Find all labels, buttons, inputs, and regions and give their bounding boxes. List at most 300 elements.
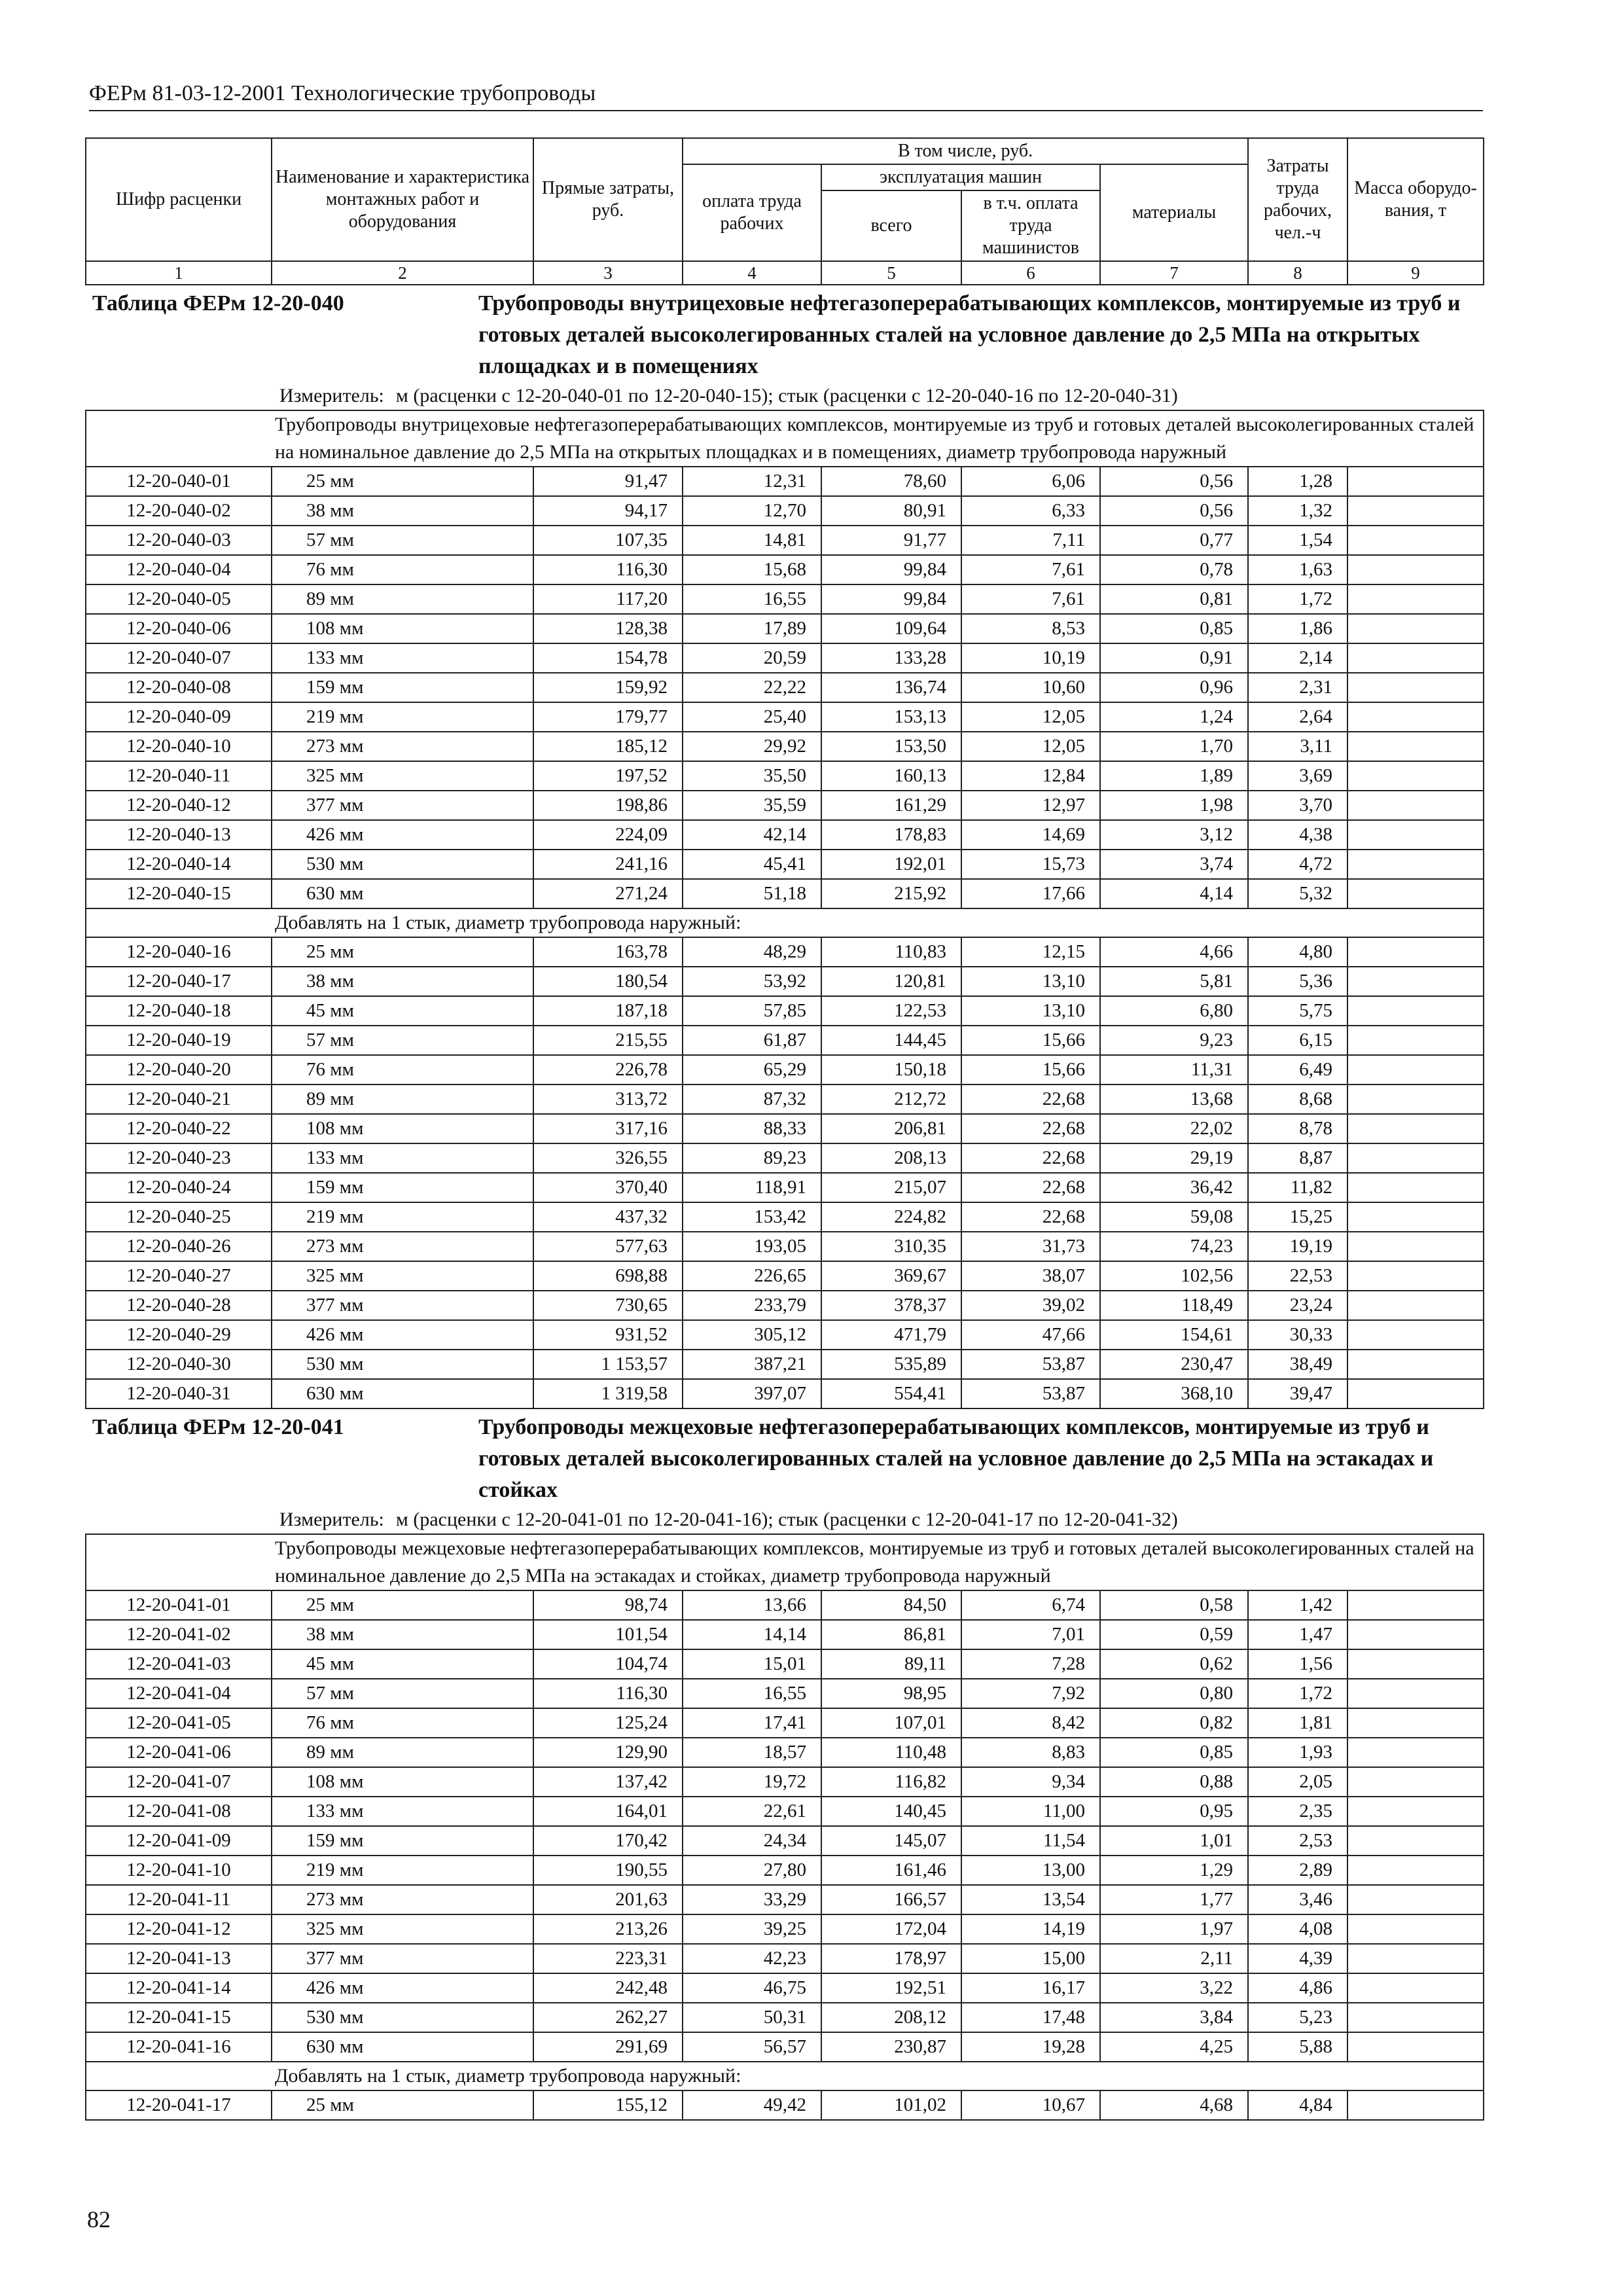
table-cell: 17,41 xyxy=(683,1708,821,1738)
table-cell: 310,35 xyxy=(821,1232,961,1261)
table-cell: 178,83 xyxy=(821,820,961,850)
table-cell: 5,32 xyxy=(1248,879,1347,908)
table-cell: 11,54 xyxy=(961,1826,1100,1856)
table-cell: 212,72 xyxy=(821,1085,961,1114)
measure-text: м (расценки с 12-20-041-01 по 12-20-041-16); стык (расценки с 12-20-041-17 по 12-20-041-32) xyxy=(395,1509,1178,1530)
table-cell: 56,57 xyxy=(683,2032,821,2062)
table-cell: 48,29 xyxy=(683,937,821,967)
table-cell: 136,74 xyxy=(821,673,961,702)
table-cell: 76 мм xyxy=(272,1708,533,1738)
table-cell: 12,97 xyxy=(961,791,1100,820)
table-row xyxy=(86,467,1484,496)
table-cell: 0,95 xyxy=(1100,1797,1248,1826)
table-cell: 12-20-040-14 xyxy=(86,850,272,879)
table-cell: 35,59 xyxy=(683,791,821,820)
table-cell: 1,81 xyxy=(1248,1708,1347,1738)
table-cell: 57 мм xyxy=(272,1026,533,1055)
table-cell: 140,45 xyxy=(821,1797,961,1826)
table-row xyxy=(86,967,1484,996)
table-cell: 89 мм xyxy=(272,1085,533,1114)
table-cell: 22,68 xyxy=(961,1202,1100,1232)
table-cell: 8,78 xyxy=(1248,1114,1347,1143)
measure-label: Измеритель: xyxy=(279,385,384,406)
table-cell xyxy=(1347,1708,1484,1738)
table-cell: 8,53 xyxy=(961,614,1100,643)
table-row xyxy=(86,673,1484,702)
table-cell: 118,91 xyxy=(683,1173,821,1202)
table-cell: 3,74 xyxy=(1100,850,1248,879)
table-cell: 22,68 xyxy=(961,1143,1100,1173)
table-cell: 10,67 xyxy=(961,2090,1100,2120)
table-cell: 0,91 xyxy=(1100,643,1248,673)
table-cell: 180,54 xyxy=(533,967,683,996)
table-cell xyxy=(1347,2032,1484,2062)
table-cell: 242,48 xyxy=(533,1973,683,2003)
table-cell xyxy=(1347,643,1484,673)
table-cell: 104,74 xyxy=(533,1649,683,1679)
table-cell: 19,72 xyxy=(683,1767,821,1797)
table-cell: 39,02 xyxy=(961,1291,1100,1320)
table-cell: 116,82 xyxy=(821,1767,961,1797)
table-cell: 12-20-040-19 xyxy=(86,1026,272,1055)
table-cell: 215,92 xyxy=(821,879,961,908)
table-cell: 108 мм xyxy=(272,614,533,643)
table-cell: 57 мм xyxy=(272,1679,533,1708)
table-cell: 98,95 xyxy=(821,1679,961,1708)
table-cell: 166,57 xyxy=(821,1885,961,1914)
table-cell: 530 мм xyxy=(272,1350,533,1379)
table-cell: 12-20-041-15 xyxy=(86,2003,272,2032)
subheading-row xyxy=(86,908,1484,937)
table-cell: 5,88 xyxy=(1248,2032,1347,2062)
table-cell: 0,62 xyxy=(1100,1649,1248,1679)
table-cell: 3,12 xyxy=(1100,820,1248,850)
table-cell: 12-20-040-08 xyxy=(86,673,272,702)
table-cell: 10,19 xyxy=(961,643,1100,673)
table-row xyxy=(86,2090,1484,2120)
col-number: 4 xyxy=(683,261,821,285)
table-row xyxy=(86,1856,1484,1885)
table-cell: 24,34 xyxy=(683,1826,821,1856)
table-cell: 1,70 xyxy=(1100,732,1248,761)
column-numbers-row xyxy=(86,261,1484,285)
table-cell xyxy=(1347,850,1484,879)
table-cell: 378,37 xyxy=(821,1291,961,1320)
table-cell: 2,11 xyxy=(1100,1944,1248,1973)
table-cell: 38 мм xyxy=(272,967,533,996)
table-cell: 224,82 xyxy=(821,1202,961,1232)
col-number: 1 xyxy=(86,261,272,285)
table-cell: 53,92 xyxy=(683,967,821,996)
table-cell: 160,13 xyxy=(821,761,961,791)
table-cell: 3,11 xyxy=(1248,732,1347,761)
table-cell: 16,55 xyxy=(683,1679,821,1708)
table-cell: 154,78 xyxy=(533,643,683,673)
table-cell: 6,15 xyxy=(1248,1026,1347,1055)
table-cell: 12,70 xyxy=(683,496,821,526)
table-cell: 12-20-041-04 xyxy=(86,1679,272,1708)
table-cell: 206,81 xyxy=(821,1114,961,1143)
table-cell: 163,78 xyxy=(533,937,683,967)
table-cell: 116,30 xyxy=(533,555,683,584)
table-cell: 179,77 xyxy=(533,702,683,732)
table-cell: 325 мм xyxy=(272,1914,533,1944)
table-cell xyxy=(1347,526,1484,555)
table-cell: 109,64 xyxy=(821,614,961,643)
table-cell xyxy=(1347,1797,1484,1826)
table-description-row xyxy=(86,410,1484,467)
table-row xyxy=(86,1708,1484,1738)
table-cell: 153,13 xyxy=(821,702,961,732)
table-cell xyxy=(1347,1202,1484,1232)
table-cell: 15,01 xyxy=(683,1649,821,1679)
col-number: 9 xyxy=(1347,261,1484,285)
table-cell: 145,07 xyxy=(821,1826,961,1856)
table-cell xyxy=(1347,761,1484,791)
col-number: 7 xyxy=(1100,261,1248,285)
table-cell xyxy=(1347,496,1484,526)
table-cell: 47,66 xyxy=(961,1320,1100,1350)
table-cell: 107,01 xyxy=(821,1708,961,1738)
table-cell: 154,61 xyxy=(1100,1320,1248,1350)
table-cell: 0,59 xyxy=(1100,1620,1248,1649)
table-cell: 12-20-040-26 xyxy=(86,1232,272,1261)
table-cell: 7,92 xyxy=(961,1679,1100,1708)
table-cell: 153,42 xyxy=(683,1202,821,1232)
table-cell: 12-20-041-06 xyxy=(86,1738,272,1767)
table-cell: 76 мм xyxy=(272,1055,533,1085)
table-cell: 190,55 xyxy=(533,1856,683,1885)
table-cell: 1 319,58 xyxy=(533,1379,683,1408)
measure-text: м (расценки с 12-20-040-01 по 12-20-040-15); стык (расценки с 12-20-040-16 по 12-20-040-31) xyxy=(395,385,1178,406)
table-cell: 159 мм xyxy=(272,673,533,702)
table-cell xyxy=(1347,1856,1484,1885)
col-mass-header: Масса оборудо-вания, т xyxy=(1347,138,1484,261)
table-cell: 630 мм xyxy=(272,879,533,908)
table-cell: 12,31 xyxy=(683,467,821,496)
table-row xyxy=(86,1973,1484,2003)
table-cell: 4,38 xyxy=(1248,820,1347,850)
table-cell: 13,54 xyxy=(961,1885,1100,1914)
table-row xyxy=(86,1679,1484,1708)
table-cell: 12-20-041-01 xyxy=(86,1590,272,1620)
table-cell: 226,65 xyxy=(683,1261,821,1291)
table-cell: 11,82 xyxy=(1248,1173,1347,1202)
table-cell: 215,07 xyxy=(821,1173,961,1202)
table-cell: 15,25 xyxy=(1248,1202,1347,1232)
table-cell: 15,68 xyxy=(683,555,821,584)
table-cell: 198,86 xyxy=(533,791,683,820)
table-cell: 201,63 xyxy=(533,1885,683,1914)
subheading: Добавлять на 1 стык, диаметр трубопровода наружный: xyxy=(86,908,1484,937)
table-cell: 7,61 xyxy=(961,584,1100,614)
table-cell: 0,82 xyxy=(1100,1708,1248,1738)
table-cell: 42,23 xyxy=(683,1944,821,1973)
table-cell xyxy=(1347,614,1484,643)
table-cell: 45,41 xyxy=(683,850,821,879)
table-cell: 931,52 xyxy=(533,1320,683,1350)
table-cell: 12-20-040-03 xyxy=(86,526,272,555)
table-cell: 12-20-040-05 xyxy=(86,584,272,614)
table-cell: 170,42 xyxy=(533,1826,683,1856)
table-cell xyxy=(1347,879,1484,908)
table-cell: 61,87 xyxy=(683,1026,821,1055)
table-cell: 219 мм xyxy=(272,1856,533,1885)
table-cell: 215,55 xyxy=(533,1026,683,1055)
table-cell: 8,83 xyxy=(961,1738,1100,1767)
table-cell: 12-20-041-12 xyxy=(86,1914,272,1944)
table-row xyxy=(86,761,1484,791)
table-cell: 273 мм xyxy=(272,1232,533,1261)
table-cell xyxy=(1347,1232,1484,1261)
table-cell: 11,31 xyxy=(1100,1055,1248,1085)
table-cell: 0,77 xyxy=(1100,526,1248,555)
table-cell: 271,24 xyxy=(533,879,683,908)
table-row xyxy=(86,1944,1484,1973)
table-cell: 137,42 xyxy=(533,1767,683,1797)
table-description: Трубопроводы межцеховые нефтегазоперерабатывающих комплексов, монтируемые из труб и готовых деталей высоколегированных сталей на номинальное давление до 2,5 МПа на эстакадах и стойках, диаметр трубопровода наружный xyxy=(86,1534,1484,1590)
table-cell: 437,32 xyxy=(533,1202,683,1232)
table-row xyxy=(86,1885,1484,1914)
table-cell: 698,88 xyxy=(533,1261,683,1291)
table-cell: 187,18 xyxy=(533,996,683,1026)
table-cell: 230,47 xyxy=(1100,1350,1248,1379)
table-cell xyxy=(1347,555,1484,584)
table-cell: 12-20-040-25 xyxy=(86,1202,272,1232)
table-cell: 39,25 xyxy=(683,1914,821,1944)
table-description-row xyxy=(86,1534,1484,1590)
table-cell: 38,49 xyxy=(1248,1350,1347,1379)
table-cell: 49,42 xyxy=(683,2090,821,2120)
table-cell: 262,27 xyxy=(533,2003,683,2032)
table-cell: 35,50 xyxy=(683,761,821,791)
table-row xyxy=(86,496,1484,526)
table-cell: 1,98 xyxy=(1100,791,1248,820)
table-cell: 1,54 xyxy=(1248,526,1347,555)
col-number: 5 xyxy=(821,261,961,285)
table-cell: 12-20-040-06 xyxy=(86,614,272,643)
table-cell: 12-20-040-10 xyxy=(86,732,272,761)
table-cell: 0,80 xyxy=(1100,1679,1248,1708)
table-row xyxy=(86,1085,1484,1114)
table-cell: 38 мм xyxy=(272,496,533,526)
table-cell: 20,59 xyxy=(683,643,821,673)
table-cell: 0,88 xyxy=(1100,1767,1248,1797)
table-cell: 99,84 xyxy=(821,584,961,614)
table-row xyxy=(86,1620,1484,1649)
col-number: 3 xyxy=(533,261,683,285)
table-cell: 1,63 xyxy=(1248,555,1347,584)
table-cell: 1,86 xyxy=(1248,614,1347,643)
table-cell: 0,85 xyxy=(1100,1738,1248,1767)
table-cell: 89 мм xyxy=(272,1738,533,1767)
table-cell: 17,48 xyxy=(961,2003,1100,2032)
table-cell: 10,60 xyxy=(961,673,1100,702)
table-cell: 213,26 xyxy=(533,1914,683,1944)
table-cell xyxy=(1347,1620,1484,1649)
table-description: Трубопроводы внутрицеховые нефтегазоперерабатывающих комплексов, монтируемые из труб и готовых деталей высоколегированных сталей на номинальное давление до 2,5 МПа на открытых площадках и в помещениях, диаметр трубопровода наружный xyxy=(86,410,1484,467)
table-cell: 14,81 xyxy=(683,526,821,555)
table-cell: 0,96 xyxy=(1100,673,1248,702)
table-cell: 426 мм xyxy=(272,1973,533,2003)
table-cell: 12-20-040-15 xyxy=(86,879,272,908)
table-cell: 3,46 xyxy=(1248,1885,1347,1914)
table-cell: 57,85 xyxy=(683,996,821,1026)
table-cell: 15,00 xyxy=(961,1944,1100,1973)
table-cell: 208,13 xyxy=(821,1143,961,1173)
table-cell: 108 мм xyxy=(272,1767,533,1797)
table-cell: 42,14 xyxy=(683,820,821,850)
table-cell: 273 мм xyxy=(272,732,533,761)
table-cell: 1,01 xyxy=(1100,1826,1248,1856)
table-cell: 12-20-040-28 xyxy=(86,1291,272,1320)
table-row xyxy=(86,1173,1484,1202)
table-cell: 1,93 xyxy=(1248,1738,1347,1767)
table-row xyxy=(86,1055,1484,1085)
table-cell: 16,55 xyxy=(683,584,821,614)
table-cell xyxy=(1347,1055,1484,1085)
table-cell: 577,63 xyxy=(533,1232,683,1261)
table-cell: 6,49 xyxy=(1248,1055,1347,1085)
table-row xyxy=(86,732,1484,761)
table-cell: 98,74 xyxy=(533,1590,683,1620)
table-cell: 377 мм xyxy=(272,1291,533,1320)
table-measure xyxy=(90,382,1480,410)
table-cell: 12-20-040-31 xyxy=(86,1379,272,1408)
table-cell: 110,48 xyxy=(821,1738,961,1767)
table-cell xyxy=(1347,1085,1484,1114)
table-cell: 4,14 xyxy=(1100,879,1248,908)
table-cell: 117,20 xyxy=(533,584,683,614)
col-machines-header: эксплуатация машин xyxy=(821,164,1100,190)
table-cell: 219 мм xyxy=(272,1202,533,1232)
table-cell: 94,17 xyxy=(533,496,683,526)
table-cell: 4,80 xyxy=(1248,937,1347,967)
table-cell: 80,91 xyxy=(821,496,961,526)
table-cell: 13,66 xyxy=(683,1590,821,1620)
table-cell: 313,72 xyxy=(533,1085,683,1114)
table-row xyxy=(86,1767,1484,1797)
table-cell: 223,31 xyxy=(533,1944,683,1973)
table-cell xyxy=(1347,1173,1484,1202)
table-row xyxy=(86,1590,1484,1620)
table-cell: 33,29 xyxy=(683,1885,821,1914)
table-row xyxy=(86,879,1484,908)
table-cell: 13,10 xyxy=(961,996,1100,1026)
table-cell: 110,83 xyxy=(821,937,961,967)
table-cell: 2,53 xyxy=(1248,1826,1347,1856)
table-cell: 8,87 xyxy=(1248,1143,1347,1173)
table-cell: 377 мм xyxy=(272,791,533,820)
table-cell: 12-20-040-29 xyxy=(86,1320,272,1350)
table-row xyxy=(86,1026,1484,1055)
table-cell: 5,75 xyxy=(1248,996,1347,1026)
table-cell: 46,75 xyxy=(683,1973,821,2003)
table-row xyxy=(86,1826,1484,1856)
table-row xyxy=(86,1350,1484,1379)
table-cell xyxy=(1347,1973,1484,2003)
col-materials-header: материалы xyxy=(1100,164,1248,261)
table-cell: 178,97 xyxy=(821,1944,961,1973)
table-row xyxy=(86,702,1484,732)
table-cell: 192,01 xyxy=(821,850,961,879)
table-cell: 12-20-041-03 xyxy=(86,1649,272,1679)
table-cell xyxy=(1347,1379,1484,1408)
table-cell: 65,29 xyxy=(683,1055,821,1085)
table-cell: 226,78 xyxy=(533,1055,683,1085)
table-cell: 4,84 xyxy=(1248,2090,1347,2120)
table-cell: 2,31 xyxy=(1248,673,1347,702)
table-row xyxy=(86,2003,1484,2032)
table-cell: 369,67 xyxy=(821,1261,961,1291)
table-cell: 89 мм xyxy=(272,584,533,614)
table-cell: 426 мм xyxy=(272,820,533,850)
table-cell: 1,47 xyxy=(1248,1620,1347,1649)
table-cell: 87,32 xyxy=(683,1085,821,1114)
table-cell: 125,24 xyxy=(533,1708,683,1738)
table-cell: 89,23 xyxy=(683,1143,821,1173)
table-label: Таблица ФЕРм 12-20-041 xyxy=(92,1415,344,1439)
price-table xyxy=(85,137,1484,2121)
table-cell: 12-20-040-23 xyxy=(86,1143,272,1173)
running-header: ФЕРм 81-03-12-2001 Технологические трубопроводы xyxy=(89,77,1483,111)
table-cell: 12-20-040-22 xyxy=(86,1114,272,1143)
table-cell: 12-20-040-07 xyxy=(86,643,272,673)
table-cell: 554,41 xyxy=(821,1379,961,1408)
col-total-header: всего xyxy=(821,190,961,261)
table-cell: 14,14 xyxy=(683,1620,821,1649)
table-cell: 13,68 xyxy=(1100,1085,1248,1114)
table-cell: 1,89 xyxy=(1100,761,1248,791)
table-cell: 1,77 xyxy=(1100,1885,1248,1914)
table-cell: 4,66 xyxy=(1100,937,1248,967)
table-row xyxy=(86,584,1484,614)
table-row xyxy=(86,791,1484,820)
table-row xyxy=(86,526,1484,555)
table-cell xyxy=(1347,1885,1484,1914)
table-cell: 118,49 xyxy=(1100,1291,1248,1320)
table-cell: 159 мм xyxy=(272,1826,533,1856)
table-cell: 0,85 xyxy=(1100,614,1248,643)
table-cell: 0,58 xyxy=(1100,1590,1248,1620)
table-cell xyxy=(1347,467,1484,496)
table-cell: 12-20-041-14 xyxy=(86,1973,272,2003)
table-cell: 91,77 xyxy=(821,526,961,555)
table-cell: 4,39 xyxy=(1248,1944,1347,1973)
table-cell: 22,61 xyxy=(683,1797,821,1826)
table-cell: 29,19 xyxy=(1100,1143,1248,1173)
table-cell: 14,19 xyxy=(961,1914,1100,1944)
table-row xyxy=(86,937,1484,967)
table-cell: 192,51 xyxy=(821,1973,961,2003)
table-cell xyxy=(1347,1026,1484,1055)
table-cell: 12-20-040-27 xyxy=(86,1261,272,1291)
table-cell: 219 мм xyxy=(272,702,533,732)
table-cell: 3,69 xyxy=(1248,761,1347,791)
table-cell: 305,12 xyxy=(683,1320,821,1350)
table-cell: 9,23 xyxy=(1100,1026,1248,1055)
table-cell xyxy=(1347,1350,1484,1379)
subheading: Добавлять на 1 стык, диаметр трубопровода наружный: xyxy=(86,2062,1484,2090)
table-cell: 1,56 xyxy=(1248,1649,1347,1679)
table-cell xyxy=(1347,584,1484,614)
table-cell xyxy=(1347,996,1484,1026)
table-cell: 4,72 xyxy=(1248,850,1347,879)
table-cell: 25 мм xyxy=(272,937,533,967)
table-cell: 12,05 xyxy=(961,702,1100,732)
table-cell: 11,00 xyxy=(961,1797,1100,1826)
col-incl-wages-header: в т.ч. оплата труда машинистов xyxy=(961,190,1100,261)
